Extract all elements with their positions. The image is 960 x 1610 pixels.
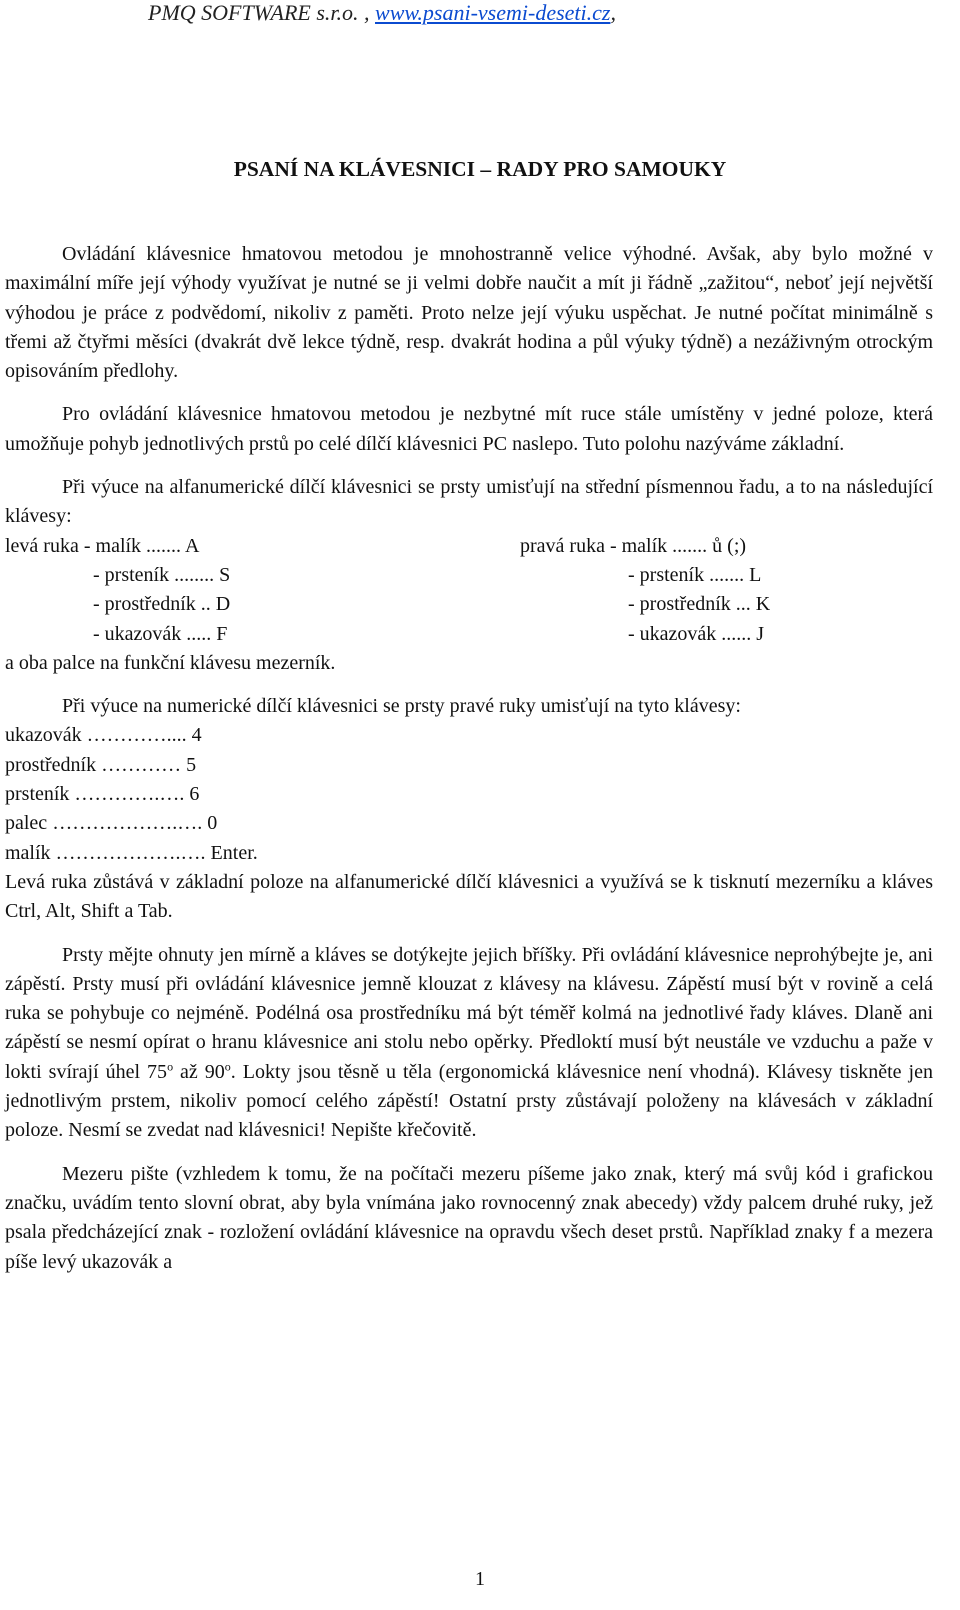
degree-mark: o [167, 1059, 174, 1074]
numeric-key-item: malík ……………….…. Enter. [5, 841, 258, 864]
paragraph-alpha-intro: Při výuce na alfanumerické dílčí klávesnici se prsty umisťují na střední písmennou řadu, a to na následující klávesy: [5, 476, 933, 528]
page-number: 1 [475, 1568, 485, 1590]
numeric-key-item: palec ……………….…. 0 [5, 812, 218, 835]
alpha-key-left: - prsteník ........ S [93, 563, 231, 586]
technique-text-a: Prsty mějte ohnuty jen mírně a kláves se dotýkejte jejich bříšky. Při ovládání klávesnice neprohýbejte je, ani zápěstí. Prsty musí při ovládání klávesnice jemně klouzat z klávesy na klávesu. Zápěstí musí být v rovině a celá ruka se pohybuje co nejméně. Podélná osa prostředníku má být téměř kolmá na jednotlivé řady kláves. Dlaně ani zápěstí se nesmí opírat o hranu klávesnice ani stolu nebo opěrky. Předloktí musí být neustále ve vzduchu a paže v lokti svírají úhel 75 [5, 943, 933, 1083]
alpha-key-left: levá ruka - malík ....... A [5, 534, 200, 557]
numeric-keys-list [5, 721, 933, 867]
header-url-link[interactable]: www.psani-vsemi-deseti.cz [375, 0, 611, 25]
alpha-key-right: - prostředník ... K [628, 593, 771, 616]
technique-text-b: až 90 [173, 1060, 225, 1083]
header-trail: , [610, 0, 616, 25]
paragraph-intro: Ovládání klávesnice hmatovou metodou je mnohostranně velice výhodné. Avšak, aby bylo možné v maximální míře její výhody využívat je nutné se ji velmi dobře naučit a mít ji řádně „zažitou“, neboť její největší výhodou je práce z podvědomí, nikoliv z paměti. Proto nelze její výuku uspěchat. Je nutné počítat minimálně s třemi až čtyřmi měsíci (dvakrát dvě lekce týdně, resp. dvakrát hodina a půl výuky týdně) a nezáživným otrockým opisováním předlohy. [5, 243, 933, 383]
numeric-key-item: ukazovák ………….... 4 [5, 724, 202, 747]
document-title: PSANÍ NA KLÁVESNICI – RADY PRO SAMOUKY [233, 157, 727, 181]
document-body [5, 240, 933, 1277]
alpha-keys-table [5, 532, 933, 649]
alpha-key-right: pravá ruka - malík ....... ů (;) [520, 534, 747, 557]
alpha-key-left: - prostředník .. D [93, 593, 231, 616]
degree-mark: o [224, 1059, 231, 1074]
alpha-key-right: - ukazovák ...... J [628, 622, 765, 645]
paragraph-finger-technique [5, 941, 933, 1146]
alpha-key-left: - ukazovák ..... F [93, 622, 228, 645]
technique-text-c: . Lokty jsou těsně u těla (ergonomická klávesnice není vhodná). Klávesy tiskněte jen jednotlivým prstem, nikoliv pomocí celého zápěstí! Ostatní prsty zůstávají položeny na klávesách v základní poloze. Nesmí se zvedat nad klávesnici! Nepište křečovitě. [5, 1060, 933, 1142]
thumbs-line: a oba palce na funkční klávesu mezerník. [5, 651, 336, 674]
paragraph-hand-position: Pro ovládání klávesnice hmatovou metodou je nezbytné mít ruce stále umístěny v jedné poloze, která umožňuje pohyb jednotlivých prstů po celé dílčí klávesnici PC naslepo. Tuto polohu nazýváme základní. [5, 403, 933, 455]
header-company: PMQ SOFTWARE s.r.o. , [148, 0, 376, 25]
paragraph-space-key: Mezeru pište (vzhledem k tomu, že na počítači mezeru píšeme jako znak, který má svůj kód i grafickou značku, uvádím tento slovní obrat, aby byla vnímána jako rovnocenný znak abecedy) vždy palcem druhé ruky, jež psala předcházející znak - rozložení ovládání klávesnice na opravdu všech deset prstů. Například znaky f a mezera píše levý ukazovák a [5, 1162, 933, 1273]
alpha-key-right: - prsteník ....... L [628, 563, 762, 586]
paragraph-left-hand: Levá ruka zůstává v základní poloze na alfanumerické dílčí klávesnici a využívá se k tisknutí mezerníku a kláves Ctrl, Alt, Shift a Tab. [5, 870, 933, 923]
paragraph-numeric-intro: Při výuce na numerické dílčí klávesnici se prsty pravé ruky umisťují na tyto klávesy: [62, 695, 741, 718]
page-header [148, 0, 616, 26]
numeric-key-item: prostředník ………… 5 [5, 753, 197, 776]
numeric-key-item: prsteník ………….…. 6 [5, 783, 200, 806]
